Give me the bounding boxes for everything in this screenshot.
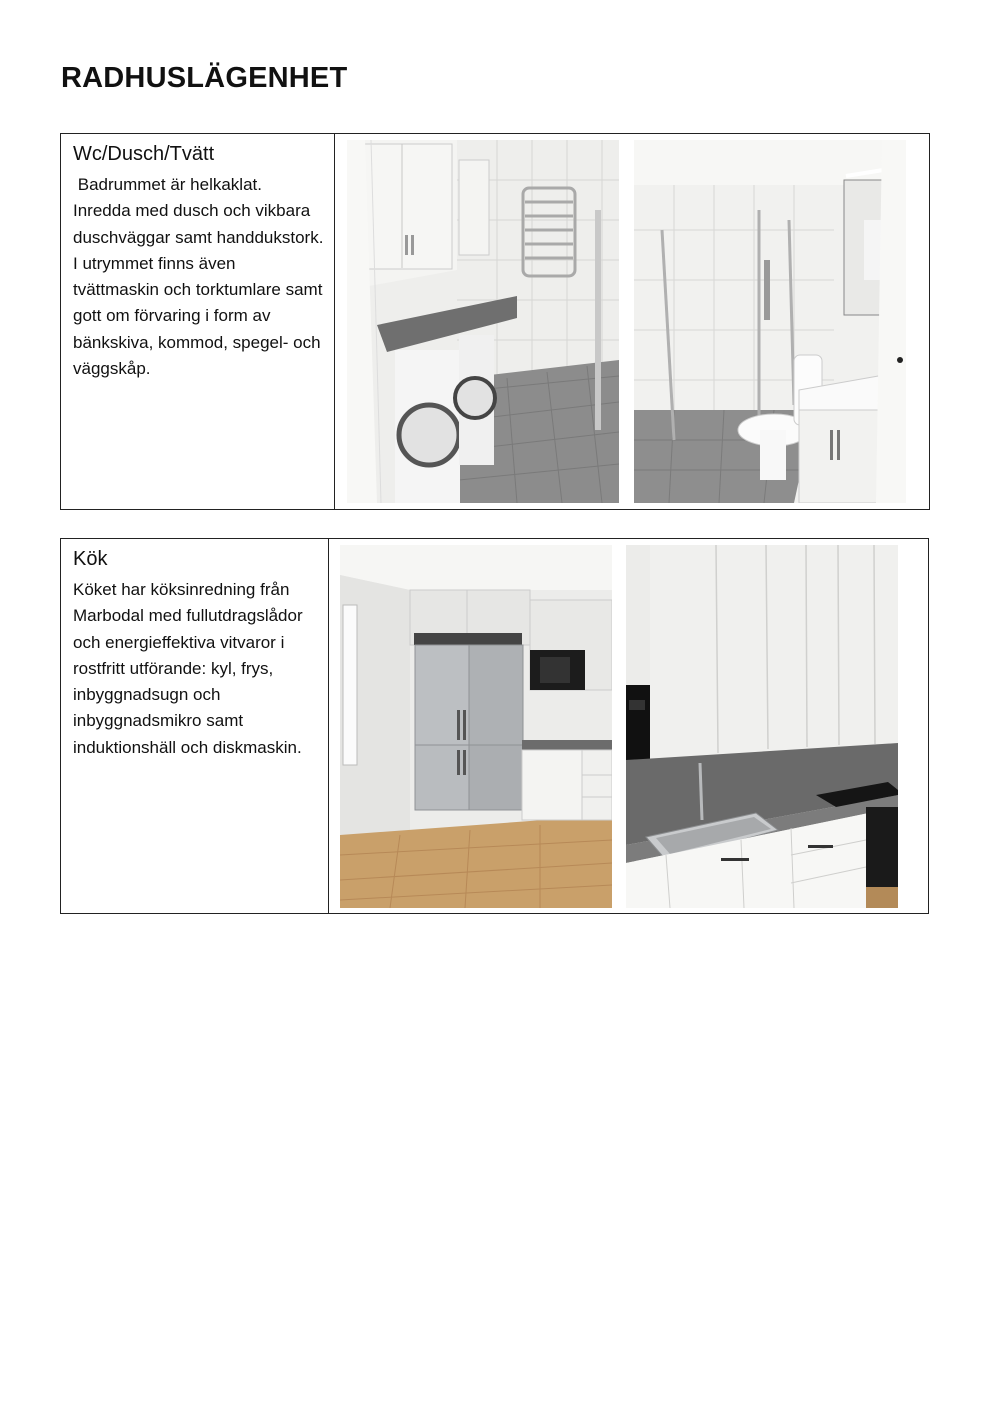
kitchen-counter-photo [626,545,898,908]
section-bathroom-heading: Wc/Dusch/Tvätt [73,143,215,165]
section-bathroom-description: Badrummet är helkaklat. Inredda med dusch och vikbara duschväggar samt handdukstork. I utrymmet finns även tvättmaskin och torktumlare samt gott om förvaring i form av bänkskiva, kommod, spegel- och väggskåp. [73,175,329,379]
section-bathroom-text-cell [61,134,335,509]
section-bathroom [60,133,930,510]
shower-toilet-photo [634,140,906,503]
fridge-freezer-photo [340,545,612,908]
laundry-area-photo [347,140,619,503]
section-kitchen-text-cell [61,539,329,913]
section-kitchen-heading: Kök [73,548,108,570]
section-kitchen-description: Köket har köksinredning från Marbodal med fullutdragslådor och energieffektiva vitvaror i rostfritt utförande: kyl, frys, inbyggnadsugn och inbyggnadsmikro samt induktionshäll och diskmaskin. [73,580,303,757]
section-kitchen [60,538,929,914]
page-title: RADHUSLÄGENHET [61,62,348,94]
